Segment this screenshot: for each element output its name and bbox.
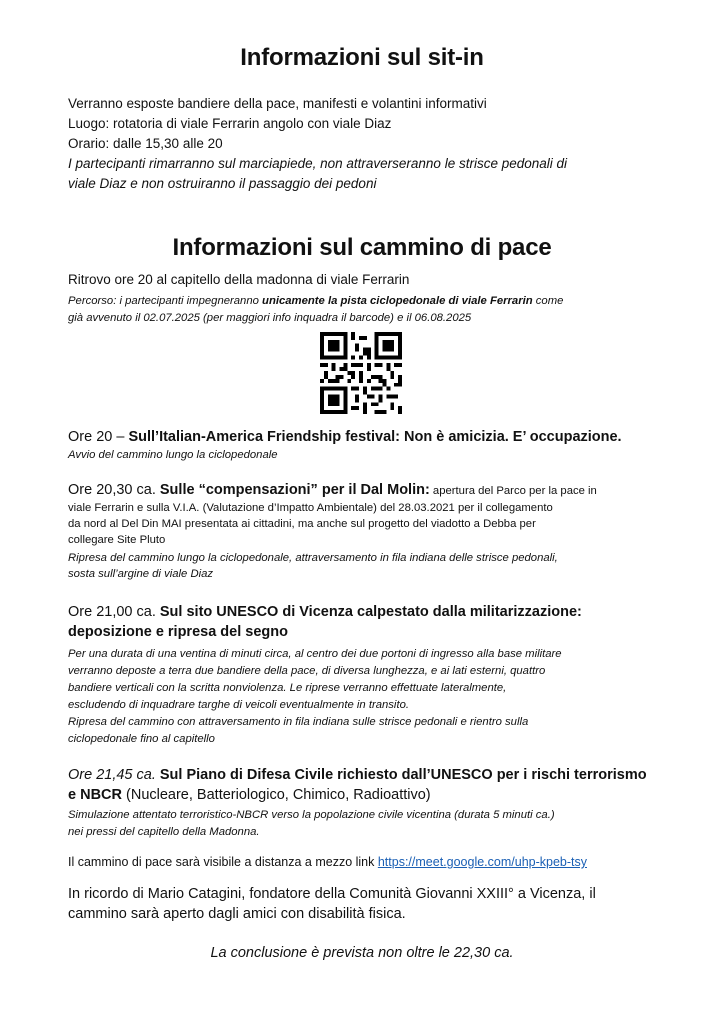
tappa-1-heading	[68, 428, 622, 447]
tappa-4-title-2b: (Nucleare, Batteriologico, Chimico, Radioattivo)	[121, 787, 431, 803]
ricordo-line-1: In ricordo di Mario Catagini, fondatore della Comunità Giovanni XXIII° a Vicenza, il	[68, 886, 596, 902]
sitin-line-3: Orario: dalle 15,30 alle 20	[68, 136, 223, 151]
tappa-3-note-1: Per una durata di una ventina di minuti circa, al centro dei due portoni di ingresso alla base militare	[68, 648, 562, 660]
ritrovo-line: Ritrovo ore 20 al capitello della madonna di viale Ferrarin	[68, 272, 410, 287]
sitin-note-1: I partecipanti rimarranno sul marciapiede, non attraverseranno le strisce pedonali di	[68, 156, 568, 171]
tappa-2-title: Sulle “compensazioni” per il Dal Molin:	[159, 482, 430, 498]
tappa-4-note-1: Simulazione attentato terroristico-NBCR verso la popolazione civile vicentina (durata 5 minuti ca.)	[68, 809, 555, 821]
tappa-3-title-2: deposizione e ripresa del segno	[68, 624, 288, 640]
percorso-line-2: già avvenuto il 02.07.2025 (per maggiori info inquadra il barcode) e il 06.08.2025	[68, 312, 472, 324]
sitin-line-1: Verranno esposte bandiere della pace, manifesti e volantini informativi	[68, 96, 487, 111]
tappa-1-note: Avvio del cammino lungo la ciclopedonale	[68, 449, 278, 461]
sitin-title: Informazioni sul sit-in	[240, 44, 484, 71]
tappa-4-time: Ore 21,45 ca.	[68, 767, 160, 783]
tappa-2-text-1: apertura del Parco per la pace in	[429, 485, 597, 497]
tappa-2-heading	[68, 481, 597, 500]
sitin-line-2: Luogo: rotatoria di viale Ferrarin angolo con viale Diaz	[68, 116, 392, 131]
tappa-3-note-4: escludendo di inquadrare targhe di veicoli eventualmente in transito.	[68, 699, 410, 711]
tappa-2-text-4: collegare Site Pluto	[68, 534, 166, 546]
tappa-4-note-2: nei pressi del capitello della Madonna.	[68, 826, 260, 838]
tappa-4-heading	[68, 766, 647, 785]
tappa-2-text-3: da nord al Del Din MAI presentata ai cittadini, ma anche sul progetto del viadotto a Debba per	[68, 518, 536, 530]
tappa-1-title: Sull’Italian-America Friendship festival: Non è amicizia. E’ occupazione.	[128, 429, 622, 445]
conclusione-line: La conclusione è prevista non oltre le 22,30 ca.	[210, 945, 514, 961]
cammino-title: Informazioni sul cammino di pace	[172, 234, 552, 261]
tappa-3-title-1: Sul sito UNESCO di Vicenza calpestato dalla militarizzazione:	[159, 604, 582, 620]
percorso-line-1	[68, 293, 563, 309]
visibilita-line	[68, 853, 587, 871]
tappa-2-note-2: sosta sull’argine di viale Diaz	[68, 568, 214, 580]
tappa-3-heading	[68, 603, 582, 622]
tappa-3-time: Ore 21,00 ca.	[68, 604, 160, 620]
tappa-3-note-2: verranno deposte a terra due bandiere della pace, di diversa lunghezza, e ai lati esterni, quattro	[68, 665, 546, 677]
tappa-1-time: Ore 20 –	[68, 429, 129, 445]
percorso-suffix: come	[532, 295, 564, 307]
tappa-4-title-1: Sul Piano di Difesa Civile richiesto dall’UNESCO per i rischi terrorismo	[159, 767, 647, 783]
tappa-2-text-2: viale Ferrarin e sulla V.I.A. (Valutazione d’Impatto Ambientale) del 28.03.2021 per il collegamento	[68, 502, 553, 514]
tappa-2-note-1: Ripresa del cammino lungo la ciclopedonale, attraversamento in fila indiana delle strisce pedonali,	[68, 552, 558, 564]
tappa-3-note-3: bandiere verticali con la scritta nonviolenza. Le riprese verranno effettuate lateralmente,	[68, 682, 507, 694]
tappa-2-time: Ore 20,30 ca.	[68, 482, 160, 498]
tappa-3-note-5: Ripresa del cammino con attraversamento in fila indiana sulle strisce pedonali e rientro sulla	[68, 716, 529, 728]
tappa-3-note-6: ciclopedonale fino al capitello	[68, 733, 215, 745]
visibilita-text: Il cammino di pace sarà visibile a distanza a mezzo link	[68, 855, 378, 869]
ricordo-line-2: cammino sarà aperto dagli amici con disabilità fisica.	[68, 906, 406, 922]
tappa-4-title-2: e NBCR	[68, 787, 122, 803]
percorso-prefix: Percorso: i partecipanti impegneranno	[68, 295, 263, 307]
meet-link[interactable]: https://meet.google.com/uhp-kpeb-tsy	[377, 855, 587, 869]
qr-code-icon[interactable]	[320, 332, 402, 414]
sitin-note-2: viale Diaz e non ostruiranno il passaggio dei pedoni	[68, 176, 377, 191]
percorso-emphasis: unicamente la pista ciclopedonale di viale Ferrarin	[262, 295, 533, 307]
tappa-4-title-line-2	[68, 786, 431, 805]
